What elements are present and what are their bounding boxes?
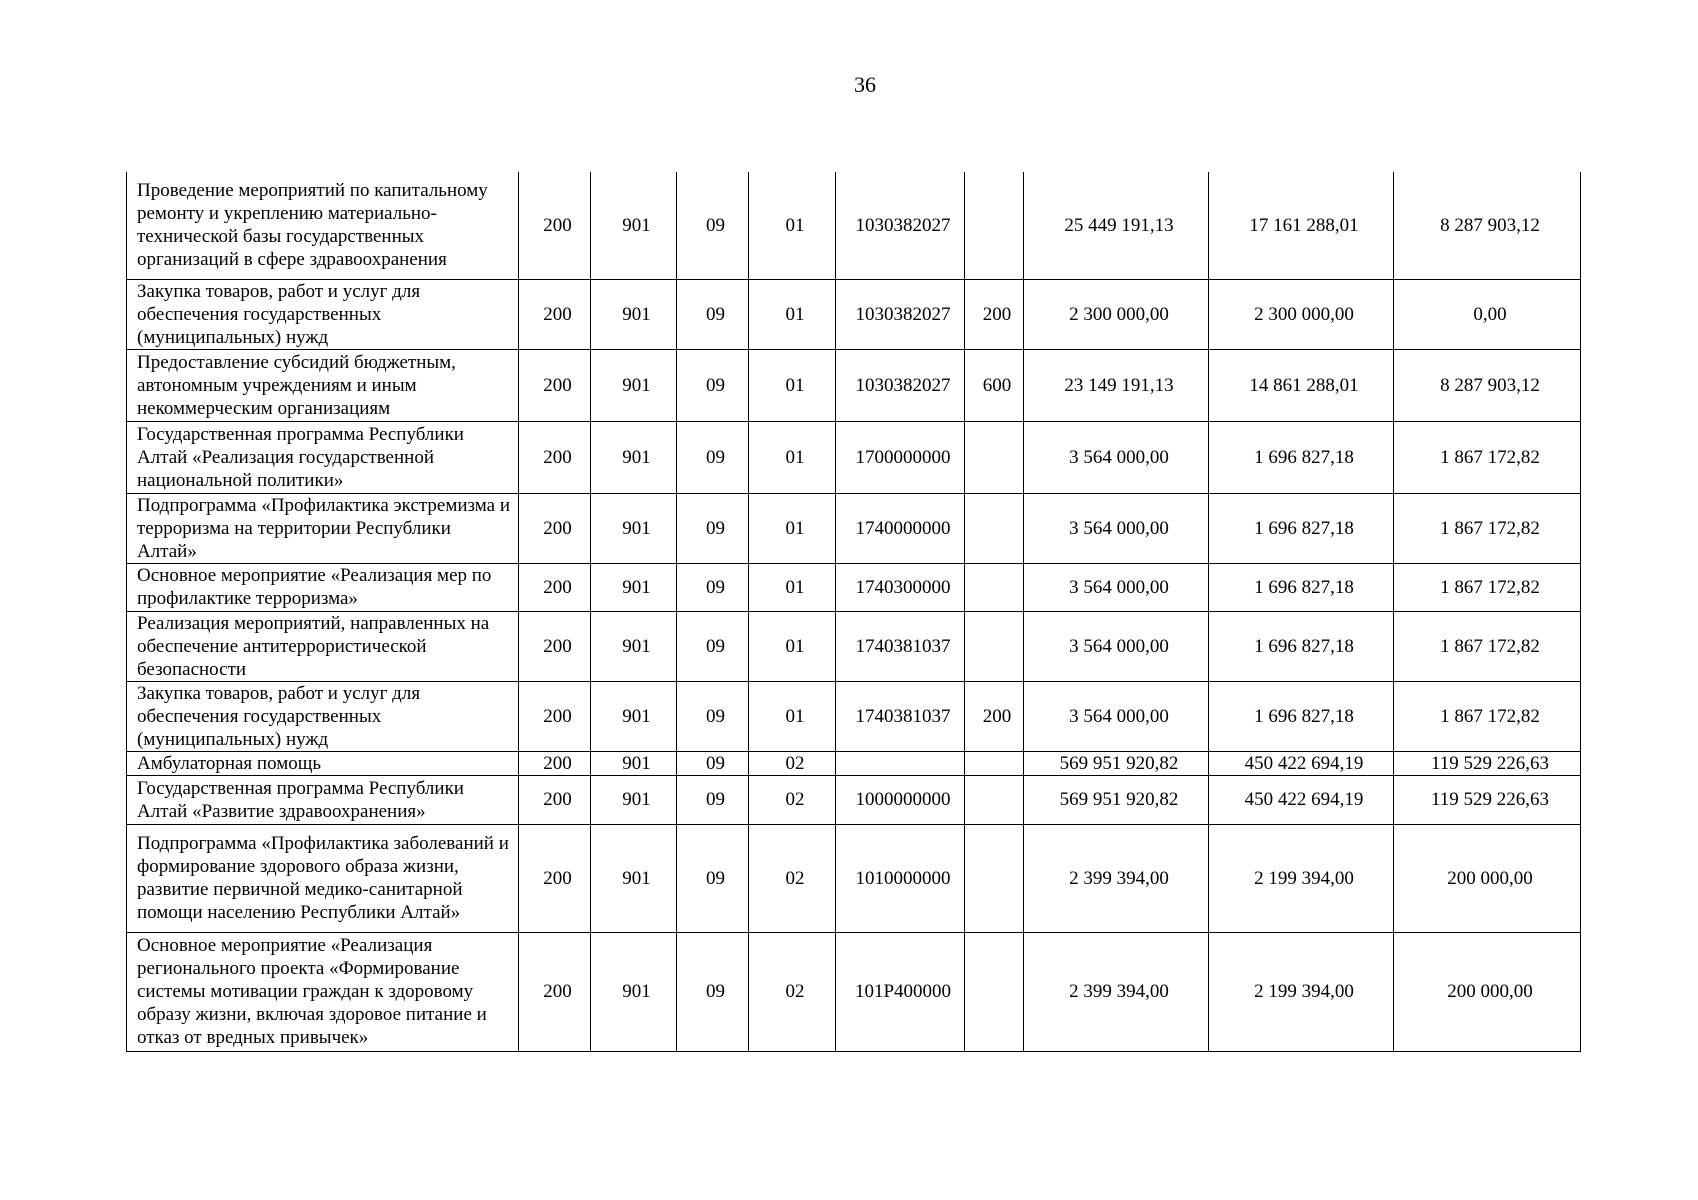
cell-target-article: 1740300000 [836,563,965,611]
cell-sum-2: 2 300 000,00 [1209,279,1394,349]
cell-ministry-code: 901 [591,493,677,563]
cell-sum-3: 0,00 [1394,279,1581,349]
cell-sum-3: 8 287 903,12 [1394,349,1581,421]
cell-sum-1: 3 564 000,00 [1024,563,1209,611]
cell-sum-3: 1 867 172,82 [1394,611,1581,681]
table-row [127,775,1581,824]
cell-ministry-code: 901 [591,279,677,349]
table-row [127,751,1581,775]
cell-admin-code: 200 [519,611,591,681]
cell-sum-3: 8 287 903,12 [1394,172,1581,279]
cell-subsection-code: 01 [749,349,836,421]
cell-sum-1: 2 399 394,00 [1024,824,1209,932]
table-row [127,279,1581,349]
cell-ministry-code: 901 [591,824,677,932]
cell-sum-1: 23 149 191,13 [1024,349,1209,421]
table-row [127,611,1581,681]
cell-ministry-code: 901 [591,349,677,421]
cell-sum-2: 1 696 827,18 [1209,611,1394,681]
cell-ministry-code: 901 [591,681,677,751]
cell-sum-2: 2 199 394,00 [1209,824,1394,932]
cell-name: Реализация мероприятий, направленных на обеспечение антитеррористической безопасности [127,611,519,681]
cell-section-code: 09 [677,775,749,824]
cell-ministry-code: 901 [591,563,677,611]
cell-sum-2: 2 199 394,00 [1209,932,1394,1051]
cell-name: Подпрограмма «Профилактика заболеваний и формирование здорового образа жизни, развитие первичной медико-санитарной помощи населению Республики Алтай» [127,824,519,932]
cell-name: Проведение мероприятий по капитальному ремонту и укреплению материально-технической базы государственных организаций в сфере здравоохранения [127,172,519,279]
cell-ministry-code: 901 [591,421,677,493]
table-row [127,421,1581,493]
table-body [127,172,1581,1051]
cell-sum-3: 119 529 226,63 [1394,751,1581,775]
cell-section-code: 09 [677,681,749,751]
cell-admin-code: 200 [519,775,591,824]
cell-sum-1: 569 951 920,82 [1024,775,1209,824]
cell-section-code: 09 [677,751,749,775]
cell-subsection-code: 02 [749,932,836,1051]
cell-subsection-code: 01 [749,421,836,493]
cell-sum-3: 200 000,00 [1394,932,1581,1051]
cell-name: Основное мероприятие «Реализация мер по профилактике терроризма» [127,563,519,611]
cell-sum-2: 450 422 694,19 [1209,775,1394,824]
cell-subsection-code: 01 [749,172,836,279]
cell-admin-code: 200 [519,932,591,1051]
cell-section-code: 09 [677,824,749,932]
cell-admin-code: 200 [519,493,591,563]
cell-section-code: 09 [677,172,749,279]
cell-sum-2: 14 861 288,01 [1209,349,1394,421]
cell-expense-type [965,824,1024,932]
cell-sum-1: 2 399 394,00 [1024,932,1209,1051]
cell-sum-2: 17 161 288,01 [1209,172,1394,279]
cell-ministry-code: 901 [591,611,677,681]
cell-expense-type: 200 [965,681,1024,751]
cell-sum-1: 3 564 000,00 [1024,493,1209,563]
cell-target-article: 1000000000 [836,775,965,824]
cell-expense-type [965,421,1024,493]
cell-admin-code: 200 [519,279,591,349]
cell-expense-type: 200 [965,279,1024,349]
cell-subsection-code: 01 [749,493,836,563]
cell-target-article: 1030382027 [836,349,965,421]
cell-sum-2: 1 696 827,18 [1209,563,1394,611]
cell-expense-type [965,751,1024,775]
cell-name: Основное мероприятие «Реализация регионального проекта «Формирование системы мотивации граждан к здоровому образу жизни, включая здоровое питание и отказ от вредных привычек» [127,932,519,1051]
cell-ministry-code: 901 [591,751,677,775]
cell-target-article [836,751,965,775]
table-row [127,349,1581,421]
cell-expense-type: 600 [965,349,1024,421]
cell-expense-type [965,611,1024,681]
cell-admin-code: 200 [519,824,591,932]
cell-sum-3: 1 867 172,82 [1394,421,1581,493]
table-row [127,681,1581,751]
table-row [127,824,1581,932]
cell-sum-1: 3 564 000,00 [1024,611,1209,681]
cell-sum-2: 1 696 827,18 [1209,421,1394,493]
cell-expense-type [965,493,1024,563]
cell-name: Государственная программа Республики Алтай «Развитие здравоохранения» [127,775,519,824]
cell-subsection-code: 01 [749,563,836,611]
cell-name: Государственная программа Республики Алтай «Реализация государственной национальной политики» [127,421,519,493]
cell-target-article: 101P400000 [836,932,965,1051]
cell-expense-type [965,563,1024,611]
cell-name: Предоставление субсидий бюджетным, автономным учреждениям и иным некоммерческим организациям [127,349,519,421]
cell-sum-3: 1 867 172,82 [1394,493,1581,563]
cell-admin-code: 200 [519,349,591,421]
cell-section-code: 09 [677,563,749,611]
table-row [127,932,1581,1051]
cell-sum-2: 450 422 694,19 [1209,751,1394,775]
cell-section-code: 09 [677,932,749,1051]
cell-name: Закупка товаров, работ и услуг для обеспечения государственных (муниципальных) нужд [127,279,519,349]
cell-sum-2: 1 696 827,18 [1209,681,1394,751]
cell-expense-type [965,775,1024,824]
cell-admin-code: 200 [519,421,591,493]
cell-section-code: 09 [677,611,749,681]
cell-sum-1: 3 564 000,00 [1024,681,1209,751]
cell-sum-1: 25 449 191,13 [1024,172,1209,279]
table-row [127,493,1581,563]
cell-section-code: 09 [677,279,749,349]
cell-expense-type [965,932,1024,1051]
cell-sum-3: 1 867 172,82 [1394,563,1581,611]
cell-admin-code: 200 [519,681,591,751]
table-row [127,172,1581,279]
cell-sum-1: 3 564 000,00 [1024,421,1209,493]
cell-section-code: 09 [677,493,749,563]
cell-target-article: 1010000000 [836,824,965,932]
cell-subsection-code: 02 [749,775,836,824]
cell-subsection-code: 01 [749,611,836,681]
cell-sum-3: 200 000,00 [1394,824,1581,932]
cell-sum-1: 2 300 000,00 [1024,279,1209,349]
cell-admin-code: 200 [519,563,591,611]
cell-sum-1: 569 951 920,82 [1024,751,1209,775]
page-number: 36 [854,72,876,97]
cell-target-article: 1700000000 [836,421,965,493]
cell-target-article: 1030382027 [836,172,965,279]
cell-ministry-code: 901 [591,932,677,1051]
cell-name: Подпрограмма «Профилактика экстремизма и терроризма на территории Республики Алтай» [127,493,519,563]
cell-ministry-code: 901 [591,775,677,824]
cell-sum-3: 119 529 226,63 [1394,775,1581,824]
cell-sum-3: 1 867 172,82 [1394,681,1581,751]
cell-name: Закупка товаров, работ и услуг для обеспечения государственных (муниципальных) нужд [127,681,519,751]
cell-section-code: 09 [677,349,749,421]
table-row [127,563,1581,611]
cell-admin-code: 200 [519,172,591,279]
cell-ministry-code: 901 [591,172,677,279]
cell-target-article: 1740381037 [836,611,965,681]
cell-admin-code: 200 [519,751,591,775]
cell-subsection-code: 02 [749,751,836,775]
cell-subsection-code: 01 [749,279,836,349]
cell-target-article: 1030382027 [836,279,965,349]
cell-subsection-code: 02 [749,824,836,932]
cell-target-article: 1740000000 [836,493,965,563]
cell-section-code: 09 [677,421,749,493]
budget-table [126,172,1581,1052]
cell-sum-2: 1 696 827,18 [1209,493,1394,563]
cell-expense-type [965,172,1024,279]
cell-target-article: 1740381037 [836,681,965,751]
cell-name: Амбулаторная помощь [127,751,519,775]
cell-subsection-code: 01 [749,681,836,751]
